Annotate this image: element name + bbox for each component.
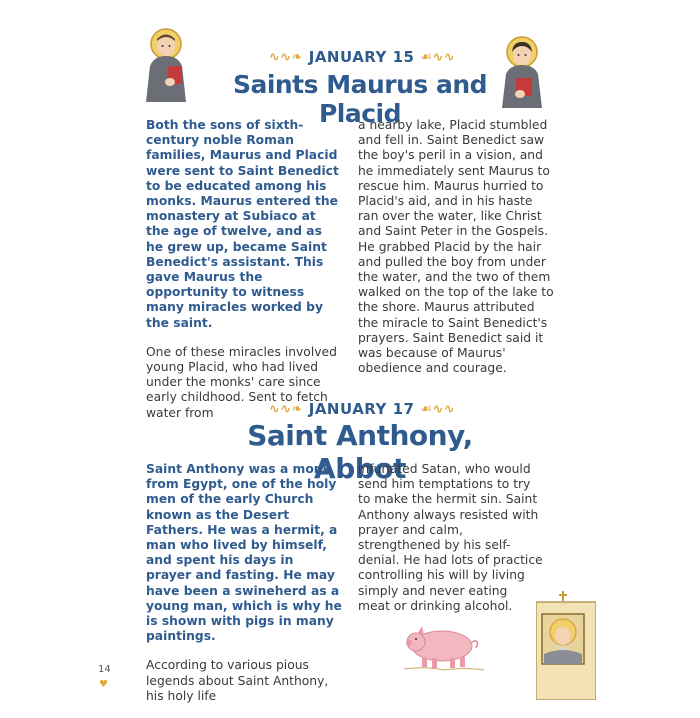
section1-date: JANUARY 15 <box>308 48 415 66</box>
heart-icon: ♥ <box>99 679 108 690</box>
section1-column-right <box>358 118 556 390</box>
flourish-left-icon: ∿∿❧ <box>268 50 303 65</box>
section2-column-left <box>146 462 342 718</box>
flourish-left-icon: ∿∿❧ <box>268 402 303 417</box>
section2-para2: infuriated Satan, who would send him temptations to try to make the hermit sin. Saint Anthony always resisted with prayer and calm, strengthened by his self-denial. He had lots of practice controlling his will by living simply and never eating meat or drinking alcohol. <box>358 462 543 613</box>
section1-para2: a nearby lake, Placid stumbled and fell in. Saint Benedict saw the boy's peril in a vision, and he immediately sent Maurus to rescue him. Maurus hurried to Placid's aid, and in his haste ran over the water, like Christ and Saint Peter in the Gospels. He grabbed Placid by the hair and pulled the boy from under the water, and the two of them walked on the top of the lake to the shore. Maurus attributed the miracle to Saint Benedict's prayers. Saint Benedict said it was because of Maurus' obedience and courage. <box>358 118 554 376</box>
section2-column-right <box>358 462 543 628</box>
section2-title: Saint Anthony, Abbot <box>247 419 473 485</box>
section1-column-left <box>146 118 342 435</box>
section1-lead: Both the sons of sixth-century noble Roman families, Maurus and Placid were sent to Saint Benedict to be educated among his monks. Maurus entered the monastery at Subiaco at the age of twelve, and as he grew up, became Saint Benedict's assistant. This gave Maurus the opportunity to witness many miracles worked by the saint. <box>146 118 339 330</box>
section1-date-row <box>262 48 462 66</box>
flourish-right-icon: ☙∿∿ <box>420 402 456 417</box>
flourish-right-icon: ☙∿∿ <box>420 50 456 65</box>
section1-title: Saints Maurus and Placid <box>232 70 488 128</box>
section2-date: JANUARY 17 <box>308 400 415 418</box>
section2-date-row <box>262 400 462 418</box>
pig-illustration <box>404 622 484 672</box>
saint-maurus-illustration <box>140 26 192 102</box>
section1-para1: One of these miracles involved young Placid, who had lived under the monks' care since early childhood. Sent to fetch water from <box>146 344 337 420</box>
section2-lead: Saint Anthony was a monk from Egypt, one of the holy men of the early Church known as the Desert Fathers. He was a hermit, a man who lived by himself, and spent his days in prayer and fasting. He may have been a swineherd as a young man, which is why he is shown with pigs in many paintings. <box>146 462 342 644</box>
section2-para1: According to various pious legends about Saint Anthony, his holy life <box>146 658 329 703</box>
hermit-tower-illustration <box>536 590 596 700</box>
saint-placid-illustration <box>498 34 550 108</box>
page-number: 14 <box>98 664 111 675</box>
